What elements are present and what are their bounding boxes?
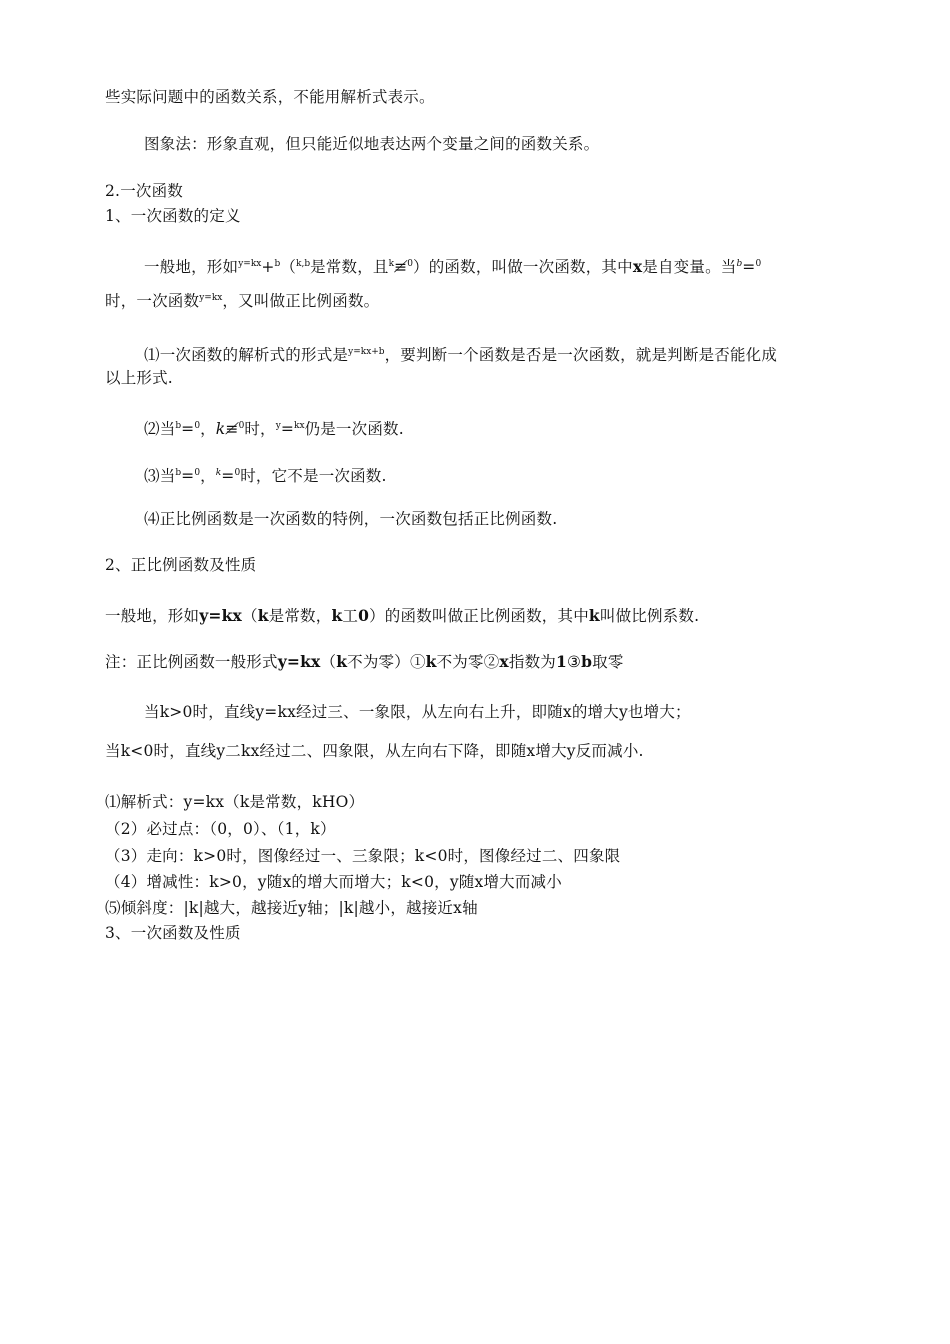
formula-fragment: = (221, 467, 235, 485)
paragraph-line (105, 741, 644, 761)
text: 不为零）① (347, 653, 426, 671)
text: （3）走向：k>0时，图像经过一、三象限；k<0时，图像经过二、四象限 (105, 847, 621, 865)
text: （ (241, 607, 258, 625)
text: 是自变量。当 (642, 258, 737, 276)
formula-fragment: ≢ (225, 420, 239, 438)
list-item (144, 342, 777, 365)
text: ③ (566, 653, 582, 671)
text: 仍是一次函数. (304, 420, 404, 438)
text: 时， (244, 420, 276, 438)
formula-fragment: b (175, 468, 182, 478)
formula-fragment: y=kx (277, 652, 321, 671)
section-heading (105, 181, 183, 201)
text: 当k<0时，直线y二kx经过二、四象限，从左向右下降，即随x增大y反而减小. (105, 742, 644, 760)
subsection-heading (105, 923, 241, 943)
text: 一般地，形如 (105, 607, 200, 625)
paragraph-line (144, 702, 691, 722)
text: 图象法：形象直观，但只能近似地表达两个变量之间的函数关系。 (144, 135, 600, 153)
list-item (144, 463, 387, 486)
formula-fragment: = (181, 467, 195, 485)
text: ，要判断一个函数是否是一次函数，就是判断是否能化成 (384, 346, 778, 364)
formula-fragment: 0 (407, 259, 414, 269)
heading-text: 3、一次函数及性质 (105, 924, 241, 942)
property-item (105, 898, 478, 918)
formula-fragment: k (336, 652, 348, 671)
text: ）的函数，叫做一次函数，其中 (413, 258, 633, 276)
formula-fragment: k (215, 468, 222, 478)
text: ⑶当 (144, 467, 176, 485)
formula-fragment: b (736, 259, 743, 269)
text: ， (200, 467, 216, 485)
formula-fragment: k (331, 606, 343, 625)
formula-fragment: k, (296, 259, 305, 269)
property-item (105, 872, 562, 892)
text: 时，它不是一次函数. (240, 467, 387, 485)
formula-fragment: y=kx (238, 259, 262, 269)
property-item (105, 846, 620, 866)
formula-fragment: b (304, 259, 311, 269)
formula-fragment: kx (294, 421, 305, 431)
subsection-heading (105, 206, 241, 226)
property-item (105, 819, 336, 839)
text: 注：正比例函数一般形式 (105, 653, 278, 671)
formula-fragment: = (280, 420, 294, 438)
property-item (105, 792, 364, 812)
paragraph-line (144, 134, 599, 154)
formula-fragment: b (175, 421, 182, 431)
formula-fragment: y=kx (199, 606, 242, 625)
text: 不为零② (436, 653, 500, 671)
formula-fragment: x (499, 652, 509, 671)
formula-fragment: 0 (194, 468, 201, 478)
paragraph-line (105, 288, 379, 311)
text: 指数为 (508, 653, 556, 671)
formula-fragment: x (632, 257, 643, 276)
list-item (144, 509, 557, 529)
text: ）的函数叫做正比例函数，其中 (369, 607, 589, 625)
formula-fragment: 0 (238, 421, 245, 431)
formula-fragment: y=kx+b (348, 347, 385, 357)
formula-fragment: 1 (555, 652, 567, 671)
text: 是常数， (268, 607, 332, 625)
formula-fragment: 0 (234, 468, 241, 478)
formula-fragment: 0 (755, 259, 762, 269)
text: ⑸倾斜度：|k|越大，越接近y轴；|k|越小，越接近x轴 (105, 899, 478, 917)
text: ， (200, 420, 216, 438)
formula-fragment: 0 (194, 421, 201, 431)
heading-text: 2.一次函数 (105, 182, 183, 200)
formula-fragment: k (388, 259, 395, 269)
text: ⑴解析式：y=kx（k是常数，kHO） (105, 793, 365, 811)
text: （ (280, 258, 297, 276)
text: ，又叫做正比例函数。 (222, 292, 380, 310)
formula-fragment: b (274, 259, 281, 269)
text: 时，一次函数 (105, 292, 200, 310)
text: （ (320, 653, 337, 671)
text: （4）增减性：k>0，y随x的增大而增大；k<0，y随x增大而减小 (105, 873, 562, 891)
formula-fragment: ≢ (394, 258, 408, 276)
text: 一般地，形如 (144, 258, 239, 276)
text: ⑷正比例函数是一次函数的特例，一次函数包括正比例函数. (144, 510, 558, 528)
heading-text: 1、一次函数的定义 (105, 207, 241, 225)
formula-fragment: 0 (358, 606, 370, 625)
paragraph-line (105, 606, 699, 626)
text: 是常数，且 (310, 258, 389, 276)
paragraph-line (144, 254, 761, 277)
paragraph-line (105, 87, 435, 107)
formula-fragment: = (742, 258, 756, 276)
formula-fragment: b (581, 652, 593, 671)
formula-fragment: k (215, 420, 226, 438)
text: 当k>0时，直线y=kx经过三、一象限，从左向右上升，即随x的增大y也增大； (144, 703, 691, 721)
formula-fragment: + (261, 258, 275, 276)
formula-fragment: y=kx (199, 293, 223, 303)
formula-fragment: k (588, 606, 600, 625)
text: 取零 (592, 653, 624, 671)
text: （2）必过点：（0，0）、（1，k） (105, 820, 336, 838)
text: 工 (342, 607, 359, 625)
formula-fragment: = (181, 420, 195, 438)
list-item-continuation (105, 368, 173, 388)
text: 以上形式. (105, 369, 173, 387)
note-line (105, 652, 624, 672)
text: ⑴一次函数的解析式的形式是 (144, 346, 349, 364)
heading-text: 2、正比例函数及性质 (105, 556, 257, 574)
formula-fragment: y (275, 421, 281, 431)
text: 些实际问题中的函数关系，不能用解析式表示。 (105, 88, 435, 106)
subsection-heading (105, 555, 256, 575)
list-item (144, 416, 404, 439)
formula-fragment: k (425, 652, 437, 671)
text: ⑵当 (144, 420, 176, 438)
text: 叫做比例系数. (599, 607, 700, 625)
formula-fragment: k (257, 606, 269, 625)
